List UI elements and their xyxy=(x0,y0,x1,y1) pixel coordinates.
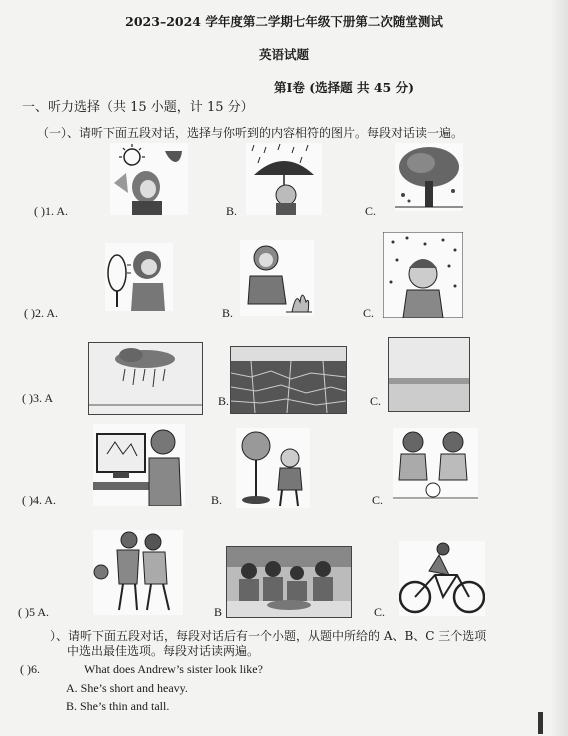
part1-instruction: （一）、请听下面五段对话，选择与你听到的内容相符的图片。每段对话读一遍。 xyxy=(37,126,464,140)
sunny-windy-man-icon xyxy=(110,143,188,215)
cold-fire-man-icon xyxy=(240,240,314,316)
hot-fan-woman-icon xyxy=(105,243,173,311)
volume-title: 第Ⅰ卷 (选择题 共 45 分) xyxy=(274,80,414,95)
section-title: 一、听力选择（共 15 小题，计 15 分） xyxy=(22,100,254,115)
question-6-option-a: A. She’s short and heavy. xyxy=(66,681,188,695)
question-4-option-c: C. xyxy=(372,493,384,507)
computer-game-boy-icon xyxy=(93,424,185,506)
scan-mark xyxy=(538,712,543,734)
question-3-option-b: B. xyxy=(218,394,230,408)
question-6-number: ( )6. xyxy=(20,662,40,676)
question-5-option-c: C. xyxy=(374,605,386,619)
question-4-option-b: B. xyxy=(211,493,223,507)
rain-cloud-photo-icon xyxy=(88,342,203,415)
foggy-sea-photo-icon xyxy=(388,337,470,412)
question-6-option-b: B. She’s thin and tall. xyxy=(66,699,170,713)
cyclist-icon xyxy=(399,541,485,616)
question-2-number: ( )2. A. xyxy=(24,306,58,320)
family-dinner-photo-icon xyxy=(226,546,352,618)
question-3-number: ( )3. A xyxy=(22,391,53,405)
question-1-option-c: C. xyxy=(365,204,377,218)
rainy-umbrella-kid-icon xyxy=(246,143,322,215)
question-6-text: What does Andrew’s sister look like? xyxy=(84,662,263,676)
fan-kid-icon xyxy=(236,428,310,508)
question-2-option-b: B. xyxy=(222,306,234,320)
question-2-option-c: C. xyxy=(363,306,375,320)
question-4-number: ( )4. A. xyxy=(22,493,56,507)
scan-shadow xyxy=(550,0,568,736)
part2-instruction-line2: 中选出最佳选项。每段对话读两遍。 xyxy=(67,644,260,658)
snowy-kid-icon xyxy=(383,232,463,318)
subject-title: 英语试题 xyxy=(258,47,309,62)
boys-football-icon xyxy=(393,428,478,500)
part2-instruction-line1: ）、请听下面五段对话，每段对话后有一个小题，从题中所给的 A、B、C 三个选项 xyxy=(50,629,487,643)
basketball-players-icon xyxy=(93,530,183,615)
question-5-option-b: B xyxy=(214,605,223,619)
exam-title: 2023–2024 学年度第二学期七年级下册第二次随堂测试 xyxy=(125,14,443,29)
dry-land-photo-icon xyxy=(230,346,347,414)
tree-windy-icon xyxy=(395,143,463,211)
question-1-option-b: B. xyxy=(226,204,238,218)
question-3-option-c: C. xyxy=(370,394,382,408)
question-5-number: ( )5 A. xyxy=(18,605,49,619)
question-1-number: ( )1. A. xyxy=(34,204,68,218)
